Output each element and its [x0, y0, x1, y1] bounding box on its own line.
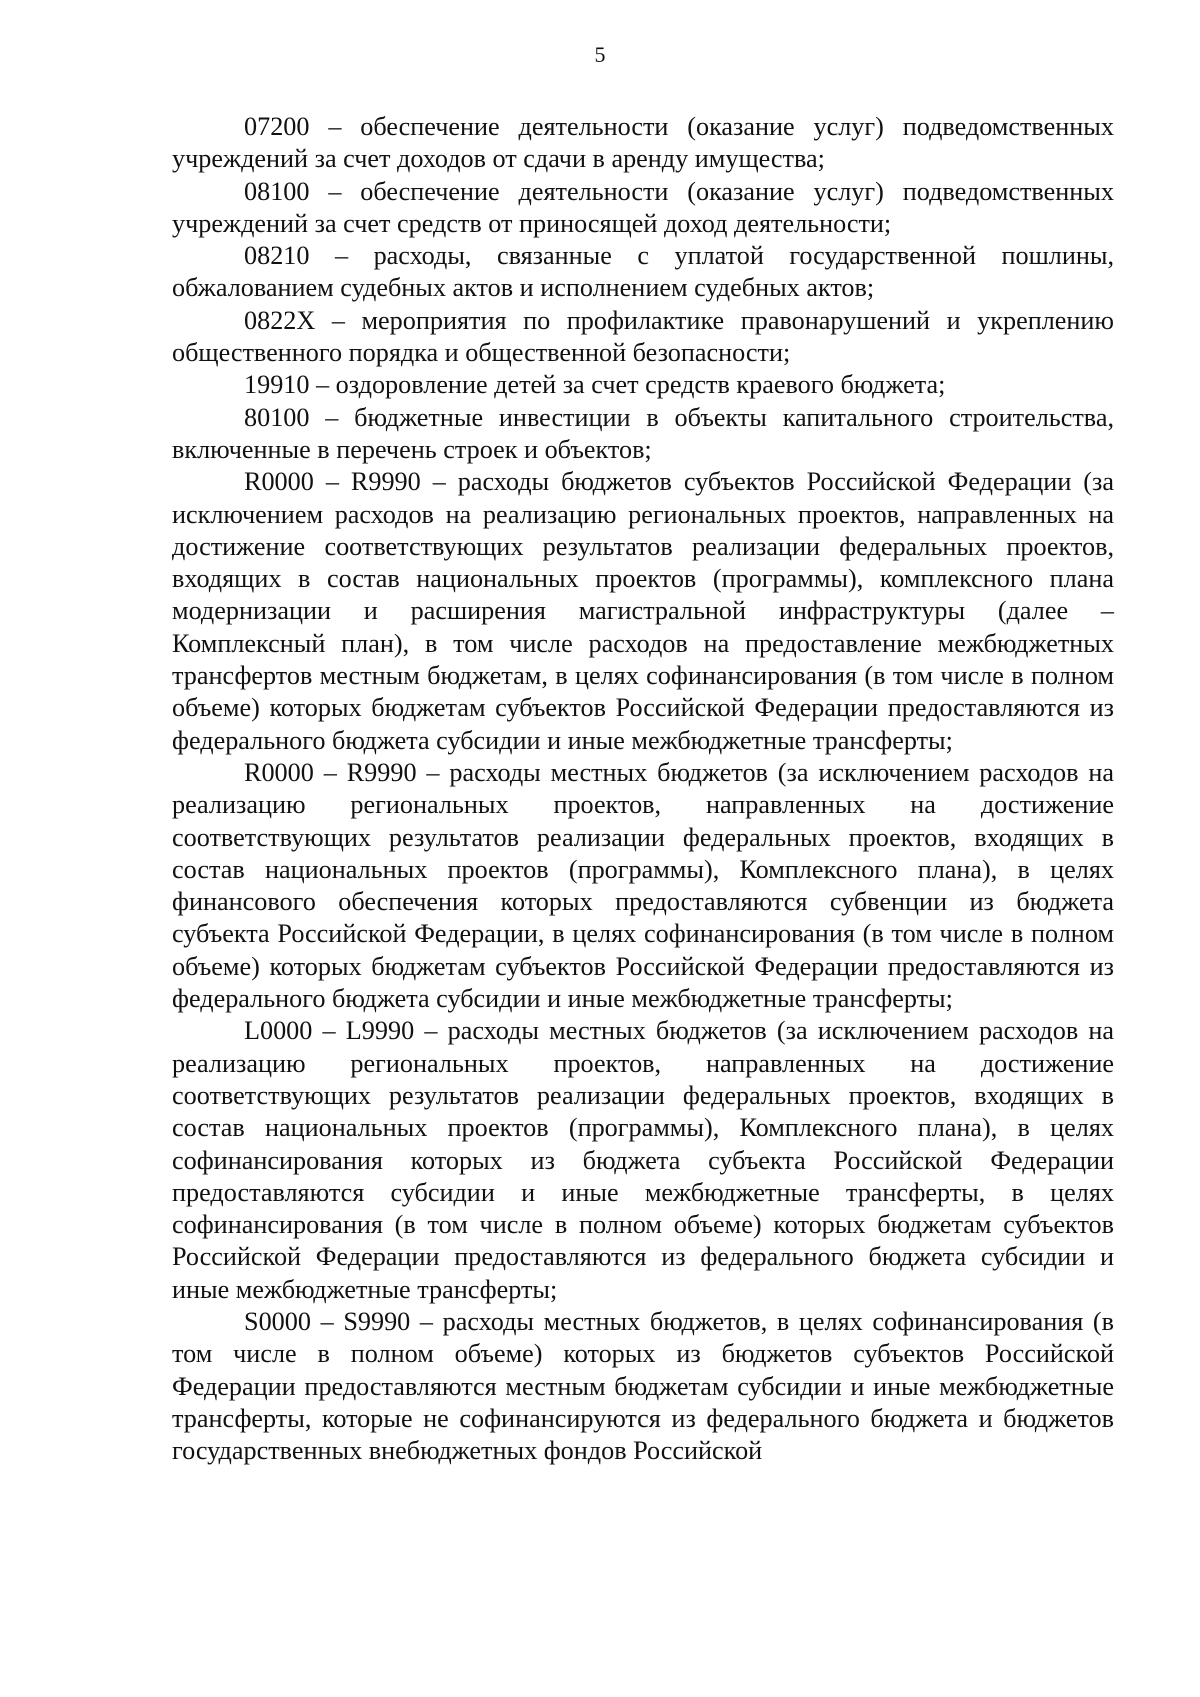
paragraph-code-l0000: L0000 – L9990 – расходы местных бюджетов (за исключением расходов на реализацию региональных проектов, направленных на достижение соответствующих результатов реализации федеральных проектов, входящих в состав национальных проектов (программы), Комплексного плана), в целях софинансирования которых из бюджета субъекта Российской Федерации предоставляются субсидии и иные межбюджетные трансферты, в целях софинансирования (в том числе в полном объеме) которых бюджетам субъектов Российской Федерации предоставляются из федерального бюджета субсидии и иные межбюджетные трансферты; — [172, 1016, 1114, 1304]
paragraph-code-07200: 07200 – обеспечение деятельности (оказание услуг) подведомственных учреждений за счет доходов от сдачи в аренду имущества; — [172, 112, 1114, 174]
paragraph-code-0822x: 0822Х – мероприятия по профилактике правонарушений и укреплению общественного порядка и общественной безопасности; — [172, 305, 1114, 368]
paragraph-code-s0000: S0000 – S9990 – расходы местных бюджетов, в целях софинансирования (в том числе в полном объеме) которых из бюджетов субъектов Российской Федерации предоставляются местным бюджетам субсидии и иные межбюджетные трансферты, которые не софинансируются из федерального бюджета и бюджетов государственных внебюджетных фондов Российской — [172, 1306, 1114, 1466]
document-body — [172, 111, 1114, 1467]
paragraph-code-19910: 19910 – оздоровление детей за счет средств краевого бюджета; — [244, 370, 946, 400]
paragraph-code-r0000-local: R0000 – R9990 – расходы местных бюджетов (за исключением расходов на реализацию региональных проектов, направленных на достижение соответствующих результатов реализации федеральных проектов, входящих в состав национальных проектов (программы), Комплексного плана), в целях финансового обеспечения которых предоставляются субвенции из бюджета субъекта Российской Федерации, в целях софинансирования (в том числе в полном объеме) которых бюджетам субъектов Российской Федерации предоставляются из федерального бюджета субсидии и иные межбюджетные трансферты; — [172, 757, 1114, 1014]
page-number: 5 — [594, 42, 606, 67]
paragraph-code-08210: 08210 – расходы, связанные с уплатой государственной пошлины, обжалованием судебных актов и исполнением судебных актов; — [172, 241, 1114, 303]
paragraph-code-08100: 08100 – обеспечение деятельности (оказание услуг) подведомственных учреждений за счет средств от приносящей доход деятельности; — [172, 176, 1114, 238]
paragraph-code-r0000-regional: R0000 – R9990 – расходы бюджетов субъектов Российской Федерации (за исключением расходов на реализацию региональных проектов, направленных на достижение соответствующих результатов реализации федеральных проектов, входящих в состав национальных проектов (программы), комплексного плана модернизации и расширения магистральной инфраструктуры (далее – Комплексный план), в том числе расходов на предоставление межбюджетных трансфертов местным бюджетам, в целях софинансирования (в том числе в полном объеме) которых бюджетам субъектов Российской Федерации предоставляются из федерального бюджета субсидии и иные межбюджетные трансферты; — [172, 467, 1114, 755]
paragraph-code-80100: 80100 – бюджетные инвестиции в объекты капитального строительства, включенные в перечень строек и объектов; — [172, 402, 1114, 464]
